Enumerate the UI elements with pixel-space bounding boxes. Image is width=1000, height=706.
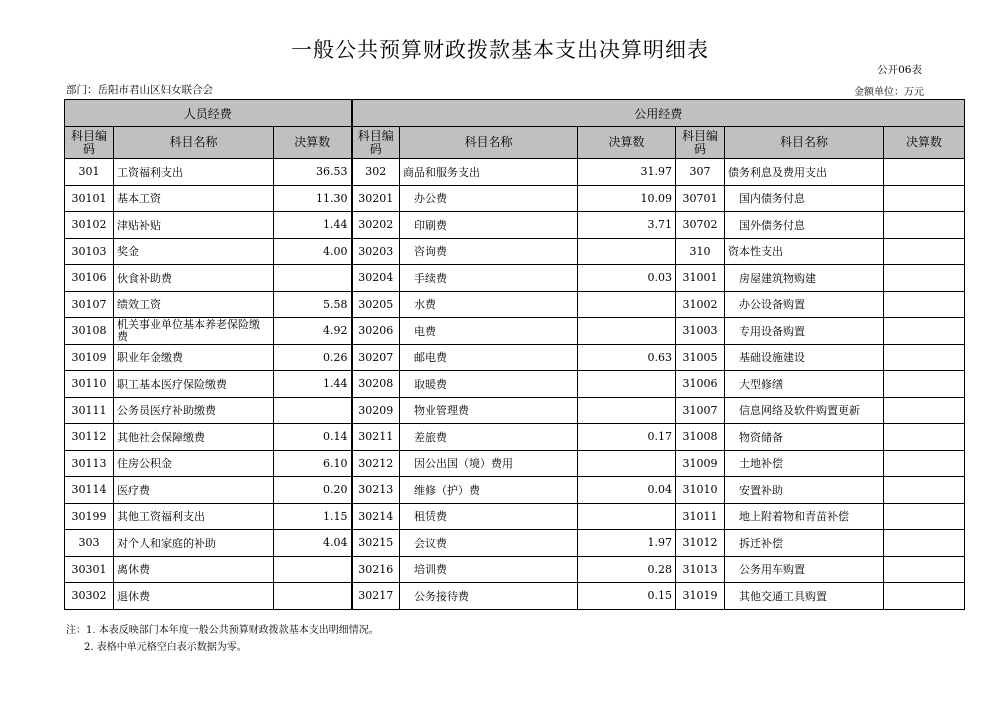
col-header-code: 科目编码: [676, 127, 725, 159]
final-amount: 5.58: [274, 291, 352, 318]
subject-name: 资本性支出: [725, 238, 884, 265]
subject-name: 地上附着物和青苗补偿: [725, 503, 884, 530]
subject-code: 31010: [676, 477, 725, 504]
final-amount: [884, 238, 965, 265]
table-row: [65, 450, 965, 477]
final-amount: [884, 185, 965, 212]
final-amount: [274, 397, 352, 424]
final-amount: 36.53: [274, 159, 352, 186]
subject-code: 30301: [65, 556, 114, 583]
final-amount: [578, 450, 676, 477]
final-amount: [884, 212, 965, 239]
subject-code: 31001: [676, 265, 725, 292]
page-title: 一般公共预算财政拨款基本支出决算明细表: [291, 38, 709, 62]
subject-code: 30110: [65, 371, 114, 398]
final-amount: 4.00: [274, 238, 352, 265]
subject-name: 其他社会保障缴费: [114, 424, 274, 451]
final-amount: 3.71: [578, 212, 676, 239]
subject-code: 30202: [352, 212, 400, 239]
form-number: 公开06表: [877, 64, 922, 76]
subject-name: 物资储备: [725, 424, 884, 451]
col-header-name: 科目名称: [725, 127, 884, 159]
final-amount: [884, 556, 965, 583]
final-amount: 4.04: [274, 530, 352, 557]
col-header-name: 科目名称: [114, 127, 274, 159]
subject-name: 公务接待费: [400, 583, 578, 610]
subject-code: 31006: [676, 371, 725, 398]
table-row: [65, 265, 965, 292]
final-amount: [884, 583, 965, 610]
subject-name: 租赁费: [400, 503, 578, 530]
subject-code: 30108: [65, 318, 114, 345]
subject-code: 30217: [352, 583, 400, 610]
col-header-amount: 决算数: [578, 127, 676, 159]
subject-code: 310: [676, 238, 725, 265]
subject-code: 31011: [676, 503, 725, 530]
final-amount: [578, 371, 676, 398]
table-row: [65, 503, 965, 530]
final-amount: [884, 291, 965, 318]
subject-name: 培训费: [400, 556, 578, 583]
subject-code: 30103: [65, 238, 114, 265]
subject-code: 30214: [352, 503, 400, 530]
final-amount: 31.97: [578, 159, 676, 186]
subject-name: 电费: [400, 318, 578, 345]
subject-name: 离休费: [114, 556, 274, 583]
subject-name: 专用设备购置: [725, 318, 884, 345]
subject-code: 30302: [65, 583, 114, 610]
subject-name: 其他工资福利支出: [114, 503, 274, 530]
subject-code: 30102: [65, 212, 114, 239]
subject-name: 公务用车购置: [725, 556, 884, 583]
subject-name: 信息网络及软件购置更新: [725, 397, 884, 424]
final-amount: [884, 159, 965, 186]
subject-name: 机关事业单位基本养老保险缴费: [114, 318, 274, 345]
final-amount: [578, 291, 676, 318]
final-amount: [884, 265, 965, 292]
final-amount: 1.44: [274, 371, 352, 398]
final-amount: 0.15: [578, 583, 676, 610]
subject-code: 31012: [676, 530, 725, 557]
subject-code: 302: [352, 159, 400, 186]
col-header-code: 科目编码: [352, 127, 400, 159]
final-amount: [884, 450, 965, 477]
subject-name: 工资福利支出: [114, 159, 274, 186]
subject-name: 医疗费: [114, 477, 274, 504]
subject-code: 30199: [65, 503, 114, 530]
col-header-name: 科目名称: [400, 127, 578, 159]
subject-name: 奖金: [114, 238, 274, 265]
subject-code: 31005: [676, 344, 725, 371]
subject-code: 30111: [65, 397, 114, 424]
final-amount: [884, 344, 965, 371]
subject-name: 公务员医疗补助缴费: [114, 397, 274, 424]
group-header-public: 公用经费: [352, 100, 965, 127]
subject-name: 因公出国（境）费用: [400, 450, 578, 477]
final-amount: 0.03: [578, 265, 676, 292]
subject-code: 30201: [352, 185, 400, 212]
subject-code: 30109: [65, 344, 114, 371]
subject-code: 31008: [676, 424, 725, 451]
subject-name: 取暖费: [400, 371, 578, 398]
subject-code: 31003: [676, 318, 725, 345]
final-amount: [884, 397, 965, 424]
group-header-personnel: 人员经费: [65, 100, 352, 127]
table-row: [65, 159, 965, 186]
subject-code: 30205: [352, 291, 400, 318]
subject-name: 土地补偿: [725, 450, 884, 477]
col-header-code: 科目编码: [65, 127, 114, 159]
final-amount: 0.04: [578, 477, 676, 504]
table-row: [65, 477, 965, 504]
subject-code: 30207: [352, 344, 400, 371]
subject-name: 差旅费: [400, 424, 578, 451]
subject-name: 基础设施建设: [725, 344, 884, 371]
col-header-amount: 决算数: [884, 127, 965, 159]
subject-code: 31007: [676, 397, 725, 424]
final-amount: [578, 238, 676, 265]
table-row: [65, 238, 965, 265]
subject-code: 30209: [352, 397, 400, 424]
subject-name: 国内债务付息: [725, 185, 884, 212]
final-amount: [884, 318, 965, 345]
final-amount: 4.92: [274, 318, 352, 345]
subject-name: 职业年金缴费: [114, 344, 274, 371]
table-row: [65, 583, 965, 610]
final-amount: [884, 477, 965, 504]
table-row: [65, 556, 965, 583]
subject-name: 其他交通工具购置: [725, 583, 884, 610]
subject-code: 30107: [65, 291, 114, 318]
table-row: [65, 344, 965, 371]
footnotes: [66, 622, 379, 656]
subject-name: 邮电费: [400, 344, 578, 371]
table-row: [65, 318, 965, 345]
subject-code: 30215: [352, 530, 400, 557]
subject-name: 房屋建筑物购建: [725, 265, 884, 292]
table-row: [65, 185, 965, 212]
final-amount: [274, 556, 352, 583]
subject-code: 301: [65, 159, 114, 186]
subject-code: 30211: [352, 424, 400, 451]
subject-code: 31009: [676, 450, 725, 477]
subject-code: 30101: [65, 185, 114, 212]
table-row: [65, 291, 965, 318]
expenditure-table: [64, 99, 965, 610]
subject-name: 大型修缮: [725, 371, 884, 398]
subject-code: 30204: [352, 265, 400, 292]
table-row: [65, 424, 965, 451]
table-row: [65, 397, 965, 424]
subject-code: 307: [676, 159, 725, 186]
subject-name: 印刷费: [400, 212, 578, 239]
subject-code: 30114: [65, 477, 114, 504]
table-row: [65, 212, 965, 239]
final-amount: 0.63: [578, 344, 676, 371]
final-amount: [274, 583, 352, 610]
subject-name: 手续费: [400, 265, 578, 292]
subject-name: 商品和服务支出: [400, 159, 578, 186]
final-amount: [274, 265, 352, 292]
subject-name: 会议费: [400, 530, 578, 557]
final-amount: 11.30: [274, 185, 352, 212]
subject-code: 30203: [352, 238, 400, 265]
final-amount: 6.10: [274, 450, 352, 477]
final-amount: 0.17: [578, 424, 676, 451]
subject-code: 30701: [676, 185, 725, 212]
subject-code: 30216: [352, 556, 400, 583]
subject-code: 31002: [676, 291, 725, 318]
subject-name: 住房公积金: [114, 450, 274, 477]
final-amount: [884, 530, 965, 557]
subject-name: 维修（护）费: [400, 477, 578, 504]
subject-name: 物业管理费: [400, 397, 578, 424]
final-amount: 0.20: [274, 477, 352, 504]
final-amount: [884, 503, 965, 530]
table-body: [65, 159, 965, 610]
subject-name: 债务利息及费用支出: [725, 159, 884, 186]
final-amount: [578, 318, 676, 345]
subject-code: 30212: [352, 450, 400, 477]
unit-label: 金额单位：万元: [854, 87, 924, 98]
footnote-1: 注：1. 本表反映部门本年度一般公共预算财政拨款基本支出明细情况。: [66, 625, 379, 636]
final-amount: 1.97: [578, 530, 676, 557]
subject-name: 退休费: [114, 583, 274, 610]
final-amount: [884, 371, 965, 398]
subject-name: 国外债务付息: [725, 212, 884, 239]
subject-name: 基本工资: [114, 185, 274, 212]
subject-name: 职工基本医疗保险缴费: [114, 371, 274, 398]
final-amount: 0.28: [578, 556, 676, 583]
final-amount: 1.44: [274, 212, 352, 239]
subject-code: 30213: [352, 477, 400, 504]
final-amount: [884, 424, 965, 451]
subject-code: 30113: [65, 450, 114, 477]
table-row: [65, 530, 965, 557]
subject-code: 30112: [65, 424, 114, 451]
subject-name: 咨询费: [400, 238, 578, 265]
subject-name: 绩效工资: [114, 291, 274, 318]
final-amount: 0.26: [274, 344, 352, 371]
subject-code: 31019: [676, 583, 725, 610]
col-header-amount: 决算数: [274, 127, 352, 159]
subject-code: 30702: [676, 212, 725, 239]
subject-code: 30106: [65, 265, 114, 292]
subject-name: 办公费: [400, 185, 578, 212]
subject-code: 30206: [352, 318, 400, 345]
subject-code: 31013: [676, 556, 725, 583]
subject-name: 对个人和家庭的补助: [114, 530, 274, 557]
subject-name: 伙食补助费: [114, 265, 274, 292]
department-label: 部门：岳阳市君山区妇女联合会: [66, 84, 213, 96]
table-row: [65, 371, 965, 398]
subject-name: 拆迁补偿: [725, 530, 884, 557]
subject-code: 30208: [352, 371, 400, 398]
final-amount: 1.15: [274, 503, 352, 530]
final-amount: 0.14: [274, 424, 352, 451]
footnote-2: 2. 表格中单元格空白表示数据为零。: [84, 642, 247, 653]
final-amount: [578, 503, 676, 530]
final-amount: [578, 397, 676, 424]
subject-name: 安置补助: [725, 477, 884, 504]
subject-code: 303: [65, 530, 114, 557]
subject-name: 水费: [400, 291, 578, 318]
subject-name: 办公设备购置: [725, 291, 884, 318]
subject-name: 津贴补贴: [114, 212, 274, 239]
final-amount: 10.09: [578, 185, 676, 212]
